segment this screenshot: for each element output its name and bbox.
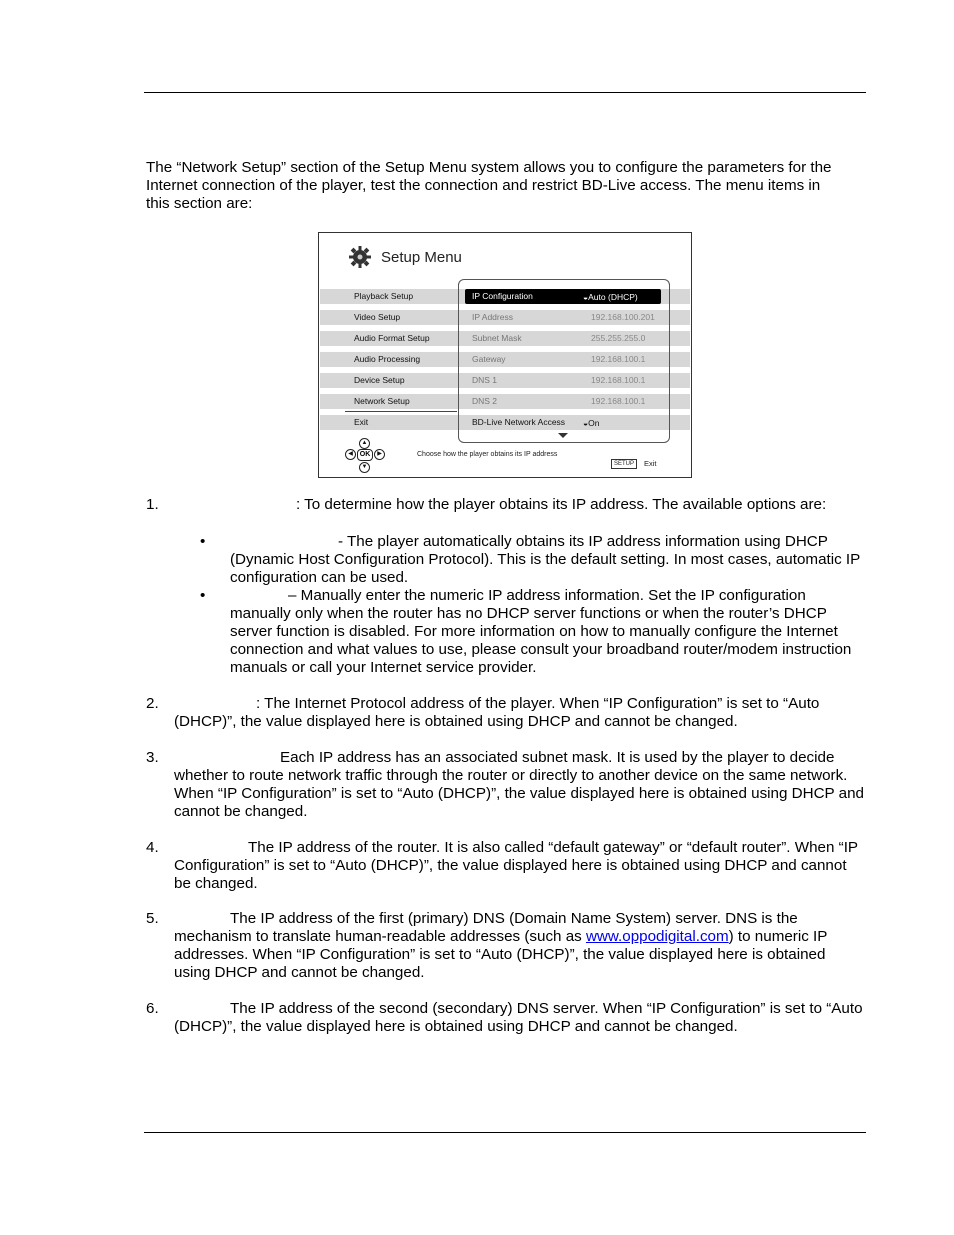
- bullet-1: •: [200, 533, 206, 550]
- subnet-mask-value: 255.255.255.0: [591, 333, 646, 343]
- item-number-6: 6.: [146, 1000, 159, 1017]
- item-5-text-a: The IP address of the first (primary) DNS (Domain Name System) server. DNS is the mechanism to translate human-readable addresses (such as: [174, 910, 798, 945]
- up-arrow-icon: ▲: [359, 438, 370, 449]
- ip-address-label: IP Address: [472, 312, 513, 322]
- item-6-text: The IP address of the second (secondary) DNS server. When “IP Configuration” is set to “Auto (DHCP)”, the value displayed here is obtained using DHCP and cannot be changed.: [174, 1000, 863, 1035]
- setup-key-icon: SETUP: [611, 459, 637, 469]
- exit-key-label: Exit: [644, 459, 657, 468]
- ip-configuration-label[interactable]: IP Configuration: [472, 291, 533, 301]
- down-arrow-icon: ▼: [359, 462, 370, 473]
- item-5-text-b: ) to numeric IP addresses. When “IP Configuration” is set to “Auto (DHCP)”, the value displayed here is obtained using DHCP and cannot be changed.: [174, 928, 828, 981]
- header-rule: [144, 92, 866, 93]
- menu-item-exit[interactable]: Exit: [354, 417, 369, 427]
- bd-live-access-value[interactable]: ◒On: [583, 418, 600, 428]
- left-arrow-icon: ◀: [345, 449, 356, 460]
- setup-menu-screenshot: [318, 232, 692, 478]
- ip-configuration-value-text: Auto (DHCP): [588, 292, 638, 302]
- menu-item-video-setup[interactable]: Video Setup: [354, 312, 401, 322]
- item-number-1: 1.: [146, 496, 159, 513]
- menu-item-audio-processing[interactable]: Audio Processing: [354, 354, 421, 364]
- item-number-5: 5.: [146, 910, 159, 927]
- menu-item-device-setup[interactable]: Device Setup: [354, 375, 405, 385]
- network-setup-underline: [345, 411, 457, 412]
- bd-live-access-value-text: On: [588, 418, 600, 428]
- bullet-2: •: [200, 587, 206, 604]
- menu-item-network-setup[interactable]: Network Setup: [354, 396, 410, 406]
- menu-hint-text: Choose how the player obtains its IP address: [417, 451, 558, 458]
- item-4-text: The IP address of the router. It is also called “default gateway” or “default router”. When “IP Configuration” is set to “Auto (DHCP)”, the value displayed here is obtained using DHCP and cannot be changed.: [174, 839, 858, 892]
- bullet-manual-text: – Manually enter the numeric IP address information. Set the IP configuration manually only when the router has no DHCP server functions or when the router’s DHCP server function is disabled. For more information on how to manually configure the Internet connection and what values to use, please consult your broadband router/modem instruction manuals or call your Internet service provider.: [230, 587, 852, 676]
- intro-paragraph: The “Network Setup” section of the Setup Menu system allows you to configure the parameters for the Internet connection of the player, test the connection and restrict BD-Live access. The menu items in this section are:: [146, 159, 832, 212]
- dns1-label: DNS 1: [472, 375, 498, 385]
- menu-title: Setup Menu: [381, 249, 462, 266]
- bd-live-access-label[interactable]: BD-Live Network Access: [472, 417, 566, 427]
- gear-icon: [349, 246, 371, 268]
- item-1-text: : To determine how the player obtains its IP address. The available options are:: [296, 496, 827, 513]
- ip-address-value: 192.168.100.201: [591, 312, 655, 322]
- item-number-2: 2.: [146, 695, 159, 712]
- item-3-text: Each IP address has an associated subnet mask. It is used by the player to decide whether to route network traffic through the router or directly to another device on the same network. When “IP Configuration” is set to “Auto (DHCP)”, the value displayed here is obtained using DHCP and cannot be changed.: [174, 749, 864, 820]
- footer-rule: [144, 1132, 866, 1133]
- item-2-text: : The Internet Protocol address of the player. When “IP Configuration” is set to “Auto (DHCP)”, the value displayed here is obtained using DHCP and cannot be changed.: [174, 695, 820, 730]
- right-arrow-icon: ▶: [374, 449, 385, 460]
- bullet-auto-text: - The player automatically obtains its IP address information using DHCP (Dynamic Host Configuration Protocol). This is the default setting. In most cases, automatic IP configuration can be used.: [230, 533, 860, 586]
- menu-item-playback-setup[interactable]: Playback Setup: [354, 291, 414, 301]
- gateway-value: 192.168.100.1: [591, 354, 646, 364]
- scroll-down-icon: [558, 433, 568, 438]
- item-number-3: 3.: [146, 749, 159, 766]
- ip-configuration-value[interactable]: ◒Auto (DHCP): [583, 292, 638, 302]
- gateway-label: Gateway: [472, 354, 506, 364]
- menu-item-audio-format-setup[interactable]: Audio Format Setup: [354, 333, 430, 343]
- subnet-mask-label: Subnet Mask: [472, 333, 522, 343]
- dns2-value: 192.168.100.1: [591, 396, 646, 406]
- item-5-text: [174, 910, 864, 982]
- oppodigital-link[interactable]: www.oppodigital.com: [585, 928, 729, 945]
- dns1-value: 192.168.100.1: [591, 375, 646, 385]
- item-number-4: 4.: [146, 839, 159, 856]
- ok-button-icon: OK: [357, 449, 373, 461]
- dns2-label: DNS 2: [472, 396, 498, 406]
